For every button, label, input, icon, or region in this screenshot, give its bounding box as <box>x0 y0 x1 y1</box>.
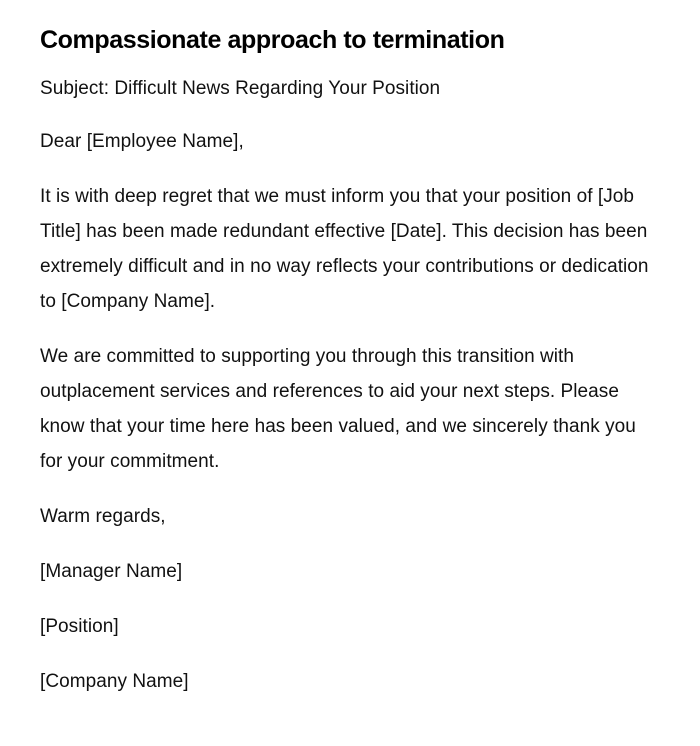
body-paragraph-1: It is with deep regret that we must inform you that your position of [Job Title] has been made redundant effective [Date]. This decision has been extremely difficult and in no way reflects your contributions or dedication to [Company Name]. <box>40 186 649 312</box>
subject-line: Subject: Difficult News Regarding Your Position <box>40 78 441 99</box>
closing: Warm regards, <box>40 506 166 527</box>
signature-name: [Manager Name] <box>40 561 183 582</box>
body-paragraph-2: We are committed to supporting you through this transition with outplacement services and references to aid your next steps. Please know that your time here has been valued, and we sincerely thank you for your commitment. <box>40 346 636 472</box>
salutation: Dear [Employee Name], <box>40 131 244 152</box>
signature-company: [Company Name] <box>40 671 189 692</box>
signature-position: [Position] <box>40 616 119 637</box>
document-title: Compassionate approach to termination <box>40 26 505 54</box>
